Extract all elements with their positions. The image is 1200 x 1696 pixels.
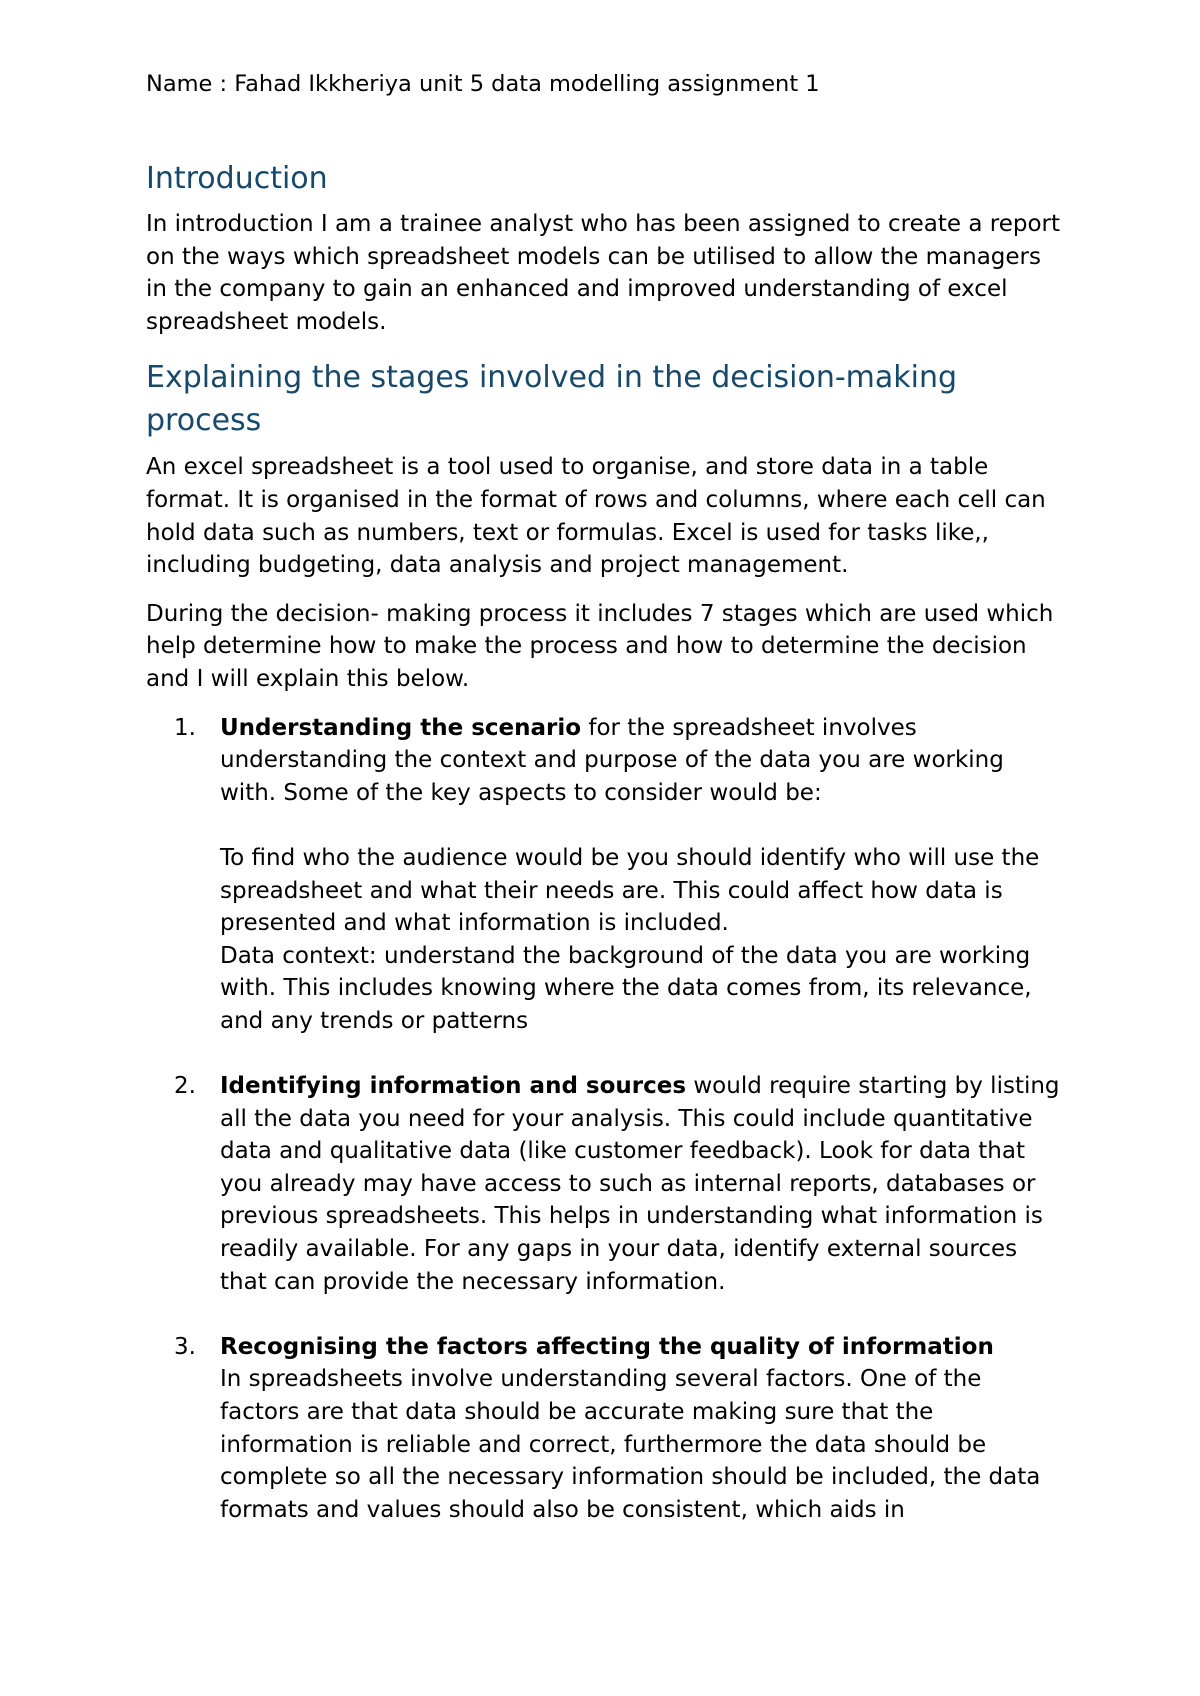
stages-list [146, 712, 1066, 1527]
blank-line [220, 1037, 1066, 1070]
list-item [146, 712, 1066, 1071]
blank-line [220, 1298, 1066, 1331]
decision-process-paragraph: During the decision- making process it includes 7 stages which are used which help determine how to make the process and how to determine the decision and I will explain this below. [146, 600, 1054, 692]
list-item-number: 2. [174, 1073, 196, 1100]
stages-heading: Explaining the stages involved in the decision-making process [146, 360, 958, 439]
data-context-subparagraph: Data context: understand the background of the data you are working with. This includes knowing where the data comes from, its relevance, and any trends or patterns [220, 942, 1032, 1034]
list-item-text: for the spreadsheet involves understanding the context and purpose of the data you are working with. Some of the key aspects to consider would be: [220, 714, 1004, 806]
list-item-number: 1. [174, 714, 196, 741]
list-item-number: 3. [174, 1333, 196, 1360]
document-header: Name : Fahad Ikkheriya unit 5 data modelling assignment 1 [146, 71, 820, 97]
list-item-text: would require starting by listing all the data you need for your analysis. This could include quantitative data and qualitative data (like customer feedback). Look for data that you already may have access to such as internal reports, databases or previous spreadsheets. This helps in understanding what information is readily available. For any gaps in your data, identify external sources that can provide the necessary information. [220, 1073, 1060, 1295]
document-body [146, 68, 1066, 1526]
list-item-lead: Understanding the scenario [220, 714, 582, 741]
spreadsheet-paragraph: An excel spreadsheet is a tool used to organise, and store data in a table format. It is organised in the format of rows and columns, where each cell can hold data such as numbers, text or formulas. Excel is used for tasks like,, including budgeting, data analysis and project management. [146, 454, 1046, 579]
audience-subparagraph: To find who the audience would be you should identify who will use the spreadsheet and what their needs are. This could affect how data is presented and what information is included. [220, 844, 1040, 937]
list-item [146, 1070, 1066, 1331]
list-item-lead: Identifying information and sources [220, 1073, 687, 1100]
introduction-paragraph: In introduction I am a trainee analyst who has been assigned to create a report on the ways which spreadsheet models can be utilised to allow the managers in the company to gain an enhanced and improved understanding of excel spreadsheet models. [146, 211, 1060, 335]
blank-line [220, 809, 1066, 842]
list-item-lead: Recognising the factors affecting the quality of information [220, 1333, 994, 1360]
list-item-text: In spreadsheets involve understanding several factors. One of the factors are that data should be accurate making sure that the information is reliable and correct, furthermore the data should be complete so all the necessary information should be included, the data formats and values should also be consistent, which aids in [220, 1366, 1041, 1523]
list-item [146, 1331, 1066, 1527]
introduction-heading: Introduction [146, 161, 328, 196]
